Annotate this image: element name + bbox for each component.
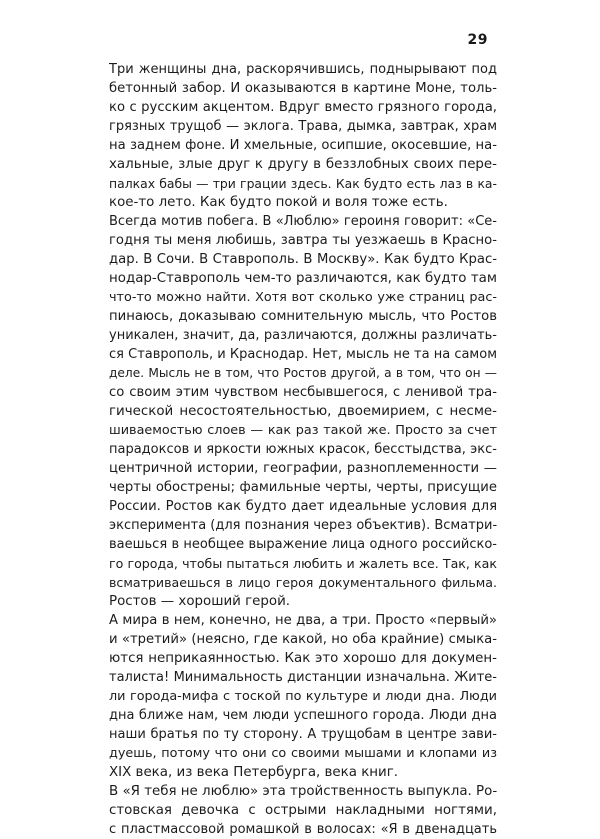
- text-line: В «Я тебя не люблю» эта тройственность выпукла. Ро-: [109, 784, 497, 799]
- text-line: с пластмассовой ромашкой в волосах: «Я в двенадцать: [109, 822, 497, 837]
- text-line: годня ты меня любишь, завтра ты уезжаешь в Красно-: [109, 233, 497, 248]
- text-line: А мира в нем, конечно, не два, а три. Просто «первый»: [109, 613, 497, 628]
- text-line: дар. В Сочи. В Ставрополь. В Москву». Как будто Крас-: [109, 252, 497, 267]
- text-line: ли города-мифа с тоской по культуре и люди дна. Люди: [109, 689, 497, 704]
- text-line: эксперимента (для познания через объектив). Всматри-: [109, 518, 497, 533]
- text-line: нодар-Ставрополь чем-то различаются, как будто там: [109, 271, 497, 286]
- text-line: деле. Мысль не в том, что Ростов другой, а в том, что он —: [109, 366, 497, 380]
- text-line: ко с русским акцентом. Вдруг вместо грязного города,: [109, 100, 497, 115]
- text-line: хальные, злые друг к другу в беззлобных своих пере-: [109, 157, 497, 172]
- text-line: XIX века, из века Петербурга, века книг.: [109, 765, 399, 780]
- text-line: Три женщины дна, раскорячившись, поднырывают под: [109, 62, 497, 77]
- text-line: ваешься в необщее выражение лица одного российско-: [109, 537, 497, 552]
- text-line: грязных трущоб — эклога. Трава, дымка, завтрак, храм: [109, 119, 497, 134]
- text-line: стовская девочка с острыми накладными ногтями,: [109, 803, 497, 818]
- body-text: [109, 60, 497, 839]
- text-line: ся Ставрополь, и Краснодар. Нет, мысль не та на самом: [109, 347, 497, 362]
- text-line: Ростов — хороший герой.: [109, 594, 291, 609]
- text-line: го города, чтобы пытаться любить и жалеть все. Так, как: [109, 556, 497, 571]
- text-line: дна ближе нам, чем люди успешного города. Люди дна: [109, 708, 497, 723]
- text-line: пинаюсь, доказываю сомнительную мысль, что Ростов: [109, 309, 497, 324]
- text-line: шиваемостью слоев — как раз такой же. Просто за счет: [109, 423, 497, 438]
- text-line: гической несостоятельностью, двоемирием, с несме-: [109, 404, 497, 419]
- text-line: наши братья по ту сторону. А трущобам в центре зави-: [109, 727, 497, 742]
- text-line: бетонный забор. И оказываются в картине Моне, толь-: [109, 81, 497, 96]
- text-line: на заднем фоне. И хмельные, осипшие, окосевшие, на-: [109, 138, 497, 153]
- text-line: черты обострены; фамильные черты, черты, присущие: [109, 480, 497, 495]
- text-line: парадоксов и яркости южных красок, бесстыдства, экс-: [109, 442, 497, 457]
- text-line: дуешь, потому что они со своими мышами и клопами из: [109, 746, 497, 761]
- text-line: всматриваешься в лицо героя документального фильма.: [109, 575, 497, 590]
- page-number: 29: [467, 32, 488, 48]
- text-line: России. Ростов как будто дает идеальные условия для: [109, 499, 497, 514]
- text-line: и «третий» (неясно, где какой, но оба крайние) смыка-: [109, 632, 497, 647]
- text-line: Всегда мотив побега. В «Люблю» героиня говорит: «Се-: [109, 214, 497, 229]
- text-line: палках бабы — три грации здесь. Как будто есть лаз в ка-: [109, 176, 497, 191]
- text-line: что-то можно найти. Хотя вот сколько уже страниц рас-: [109, 290, 497, 305]
- text-line: уникален, значит, да, различаются, должны различать-: [109, 328, 497, 343]
- text-line: центричной истории, географии, разноплеменности —: [109, 461, 497, 476]
- text-line: кое-то лето. Как будто покой и воля тоже есть.: [109, 195, 448, 210]
- text-line: ются неприкаянностью. Как это хорошо для докумен-: [109, 651, 497, 666]
- text-line: со своим этим чувством несбывшегося, с ленивой тра-: [109, 385, 497, 400]
- text-line: талиста! Минимальность дистанции изначальна. Жите-: [109, 670, 497, 685]
